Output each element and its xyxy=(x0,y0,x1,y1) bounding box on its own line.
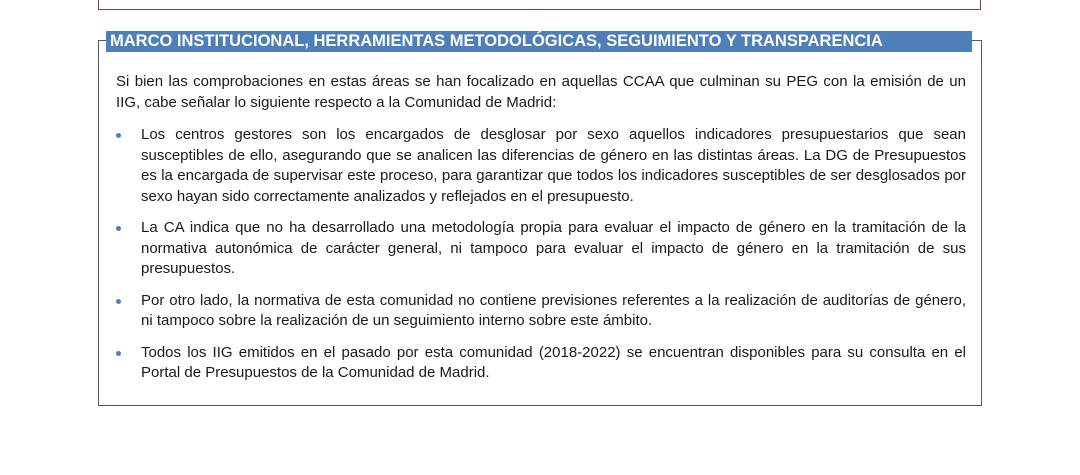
section-title: MARCO INSTITUCIONAL, HERRAMIENTAS METODOLÓGICAS, SEGUIMIENTO Y TRANSPARENCIA xyxy=(106,31,972,52)
list-item-text: Los centros gestores son los encargados de desglosar por sexo aquellos indicadores presupuestarios que sean susceptibles de ello, asegurando que se analicen las diferencias de género en las distintas áreas. La DG de Presupuestos es la encargada de supervisar este proceso, para garantizar que todos los indicadores susceptibles de ser desglosados por sexo hayan sido correctamente analizados y reflejados en el presupuesto. xyxy=(141,126,966,205)
list-item-text: La CA indica que no ha desarrollado una metodología propia para evaluar el impacto de género en la tramitación de la normativa autonómica de carácter general, ni tampoco para evaluar el impacto de género en la tramitación de sus presupuestos. xyxy=(141,219,966,277)
list-item xyxy=(116,291,966,332)
bullet-icon xyxy=(116,226,121,231)
list-item xyxy=(116,218,966,280)
bullet-icon xyxy=(116,351,121,356)
list-item-text: Todos los IIG emitidos en el pasado por esta comunidad (2018-2022) se encuentran disponibles para su consulta en el Portal de Presupuestos de la Comunidad de Madrid. xyxy=(141,343,966,381)
previous-section-box xyxy=(98,0,981,10)
bullet-icon xyxy=(116,299,121,304)
bullet-icon xyxy=(116,133,121,138)
list-item xyxy=(116,343,966,384)
intro-paragraph: Si bien las comprobaciones en estas áreas se han focalizado en aquellas CCAA que culminan su PEG con la emisión de un IIG, cabe señalar lo siguiente respecto a la Comunidad de Madrid: xyxy=(116,73,966,111)
list-item-text: Por otro lado, la normativa de esta comunidad no contiene previsiones referentes a la realización de auditorías de género, ni tampoco sobre la realización de un seguimiento interno sobre este ámbito. xyxy=(141,291,966,329)
list-item xyxy=(116,125,966,207)
bullet-list xyxy=(116,125,966,395)
